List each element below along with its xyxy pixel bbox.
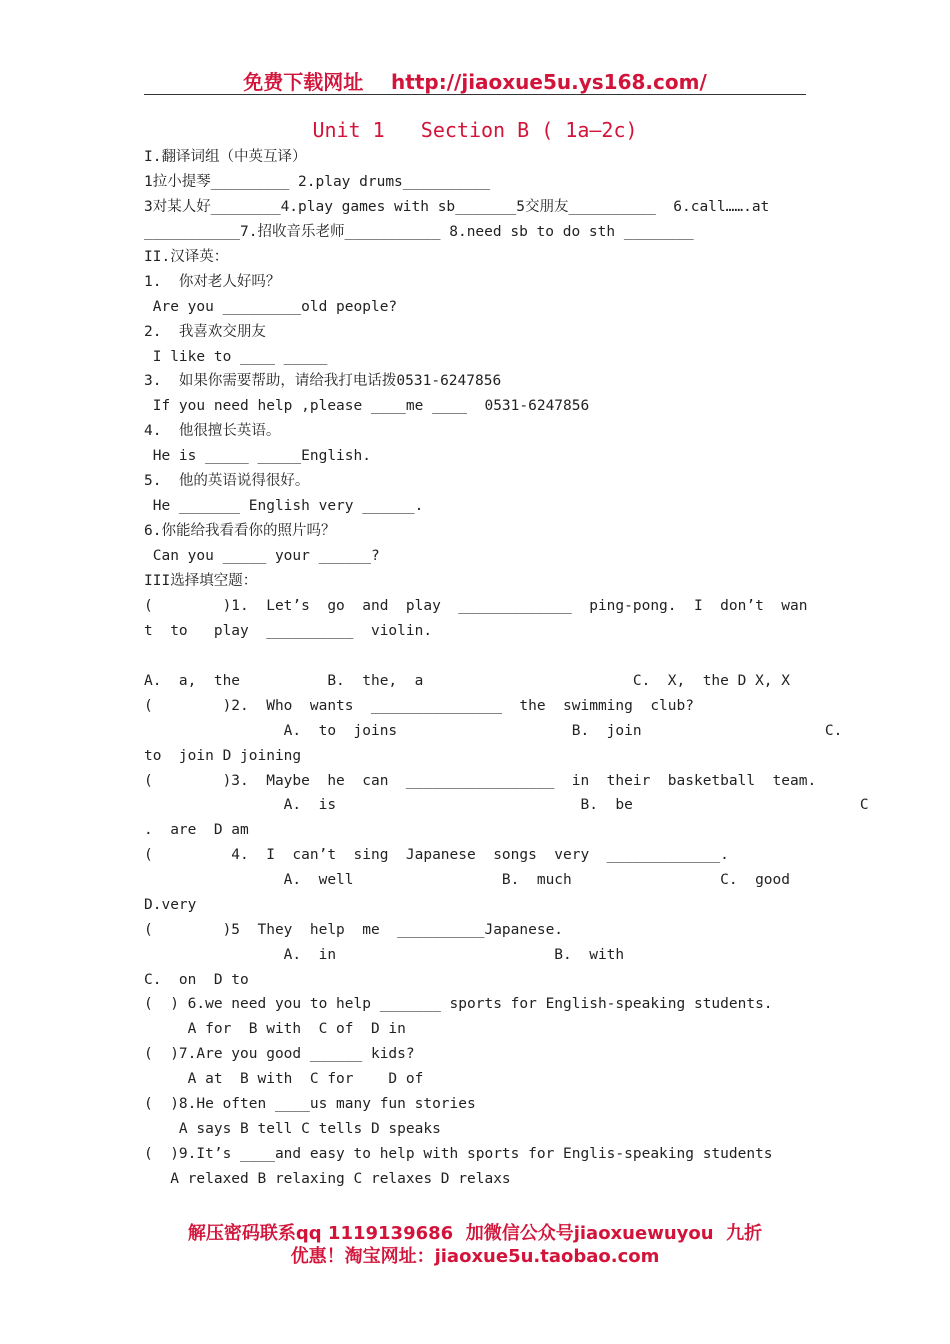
text-line: ( )2. Who wants _______________ the swimming club? bbox=[144, 698, 694, 714]
text-line: 1. 你对老人好吗？ bbox=[144, 274, 281, 290]
text-line: Are you _________old people? bbox=[144, 299, 398, 315]
text-line: t to play __________ violin. bbox=[144, 623, 433, 639]
text-line: ( ) 6.we need you to help _______ sports for English-speaking students. bbox=[144, 996, 773, 1012]
text-line: to join D joining bbox=[144, 748, 302, 764]
text-line: A. to joins B. join C. bbox=[144, 723, 843, 739]
section-1-heading: I.翻译词组（中英互译） bbox=[144, 149, 307, 165]
text-line: ( 4. I can’t sing Japanese songs very _____________. bbox=[144, 847, 729, 863]
text-line: D.very bbox=[144, 897, 197, 913]
text-line: 3对某人好________4.play games with sb_______5交朋友__________ 6.call…….at bbox=[144, 199, 770, 215]
text-line: A. in B. with bbox=[144, 947, 625, 963]
section-3-heading: III选择填空题： bbox=[144, 573, 258, 589]
text-line: He _______ English very ______. bbox=[144, 498, 424, 514]
text-line: ( )5 They help me __________Japanese. bbox=[144, 922, 564, 938]
text-line: A. well B. much C. good bbox=[144, 872, 791, 888]
text-line: ___________7.招收音乐老师___________ 8.need sb to do sth ________ bbox=[144, 224, 694, 240]
text-line: 1拉小提琴_________ 2.play drums__________ bbox=[144, 174, 491, 190]
text-line: . are D am bbox=[144, 822, 249, 838]
text-line: 4. 他很擅长英语。 bbox=[144, 423, 281, 439]
text-line: 5. 他的英语说得很好。 bbox=[144, 473, 310, 489]
text-line: He is _____ _____English. bbox=[144, 448, 371, 464]
section-2-heading: II.汉译英： bbox=[144, 249, 229, 265]
footer-line-2: 优惠！淘宝网址：jiaoxue5u.taobao.com bbox=[290, 1246, 660, 1267]
text-line: ( )8.He often ____us many fun stories bbox=[144, 1096, 476, 1112]
text-line: A for B with C of D in bbox=[144, 1021, 406, 1037]
footer-line-1: 解压密码联系qq 1119139686 加微信公众号jiaoxuewuyou 九折 bbox=[187, 1223, 763, 1244]
text-line: ( )3. Maybe he can _________________ in their basketball team. bbox=[144, 773, 817, 789]
text-line: A. is B. be C bbox=[144, 797, 869, 813]
text-line: If you need help ,please ____me ____ 0531-6247856 bbox=[144, 398, 590, 414]
page-title: Unit 1 Section B ( 1a—2c) bbox=[312, 118, 638, 142]
text-line: 2. 我喜欢交朋友 bbox=[144, 324, 266, 340]
header-divider bbox=[144, 94, 806, 95]
site-header: 免费下载网址 http://jiaoxue5u.ys168.com/ bbox=[243, 70, 707, 94]
text-line: Can you _____ your ______? bbox=[144, 548, 380, 564]
text-line: A at B with C for D of bbox=[144, 1071, 424, 1087]
text-line: ( )7.Are you good ______ kids? bbox=[144, 1046, 415, 1062]
text-line: A relaxed B relaxing C relaxes D relaxs bbox=[144, 1171, 511, 1187]
text-line: 6.你能给我看看你的照片吗？ bbox=[144, 523, 336, 539]
text-line: C. on D to bbox=[144, 972, 249, 988]
text-line: 3. 如果你需要帮助，请给我打电话拨0531-6247856 bbox=[144, 373, 502, 389]
text-line: A. a, the B. the, a C. X, the D X, X bbox=[144, 673, 791, 689]
text-line: ( )9.It’s ____and easy to help with sports for Englis-speaking students bbox=[144, 1146, 773, 1162]
text-line: I like to ____ _____ bbox=[144, 349, 328, 365]
text-line: ( )1. Let’s go and play _____________ ping-pong. I don’t wan bbox=[144, 598, 808, 614]
text-line: A says B tell C tells D speaks bbox=[144, 1121, 441, 1137]
